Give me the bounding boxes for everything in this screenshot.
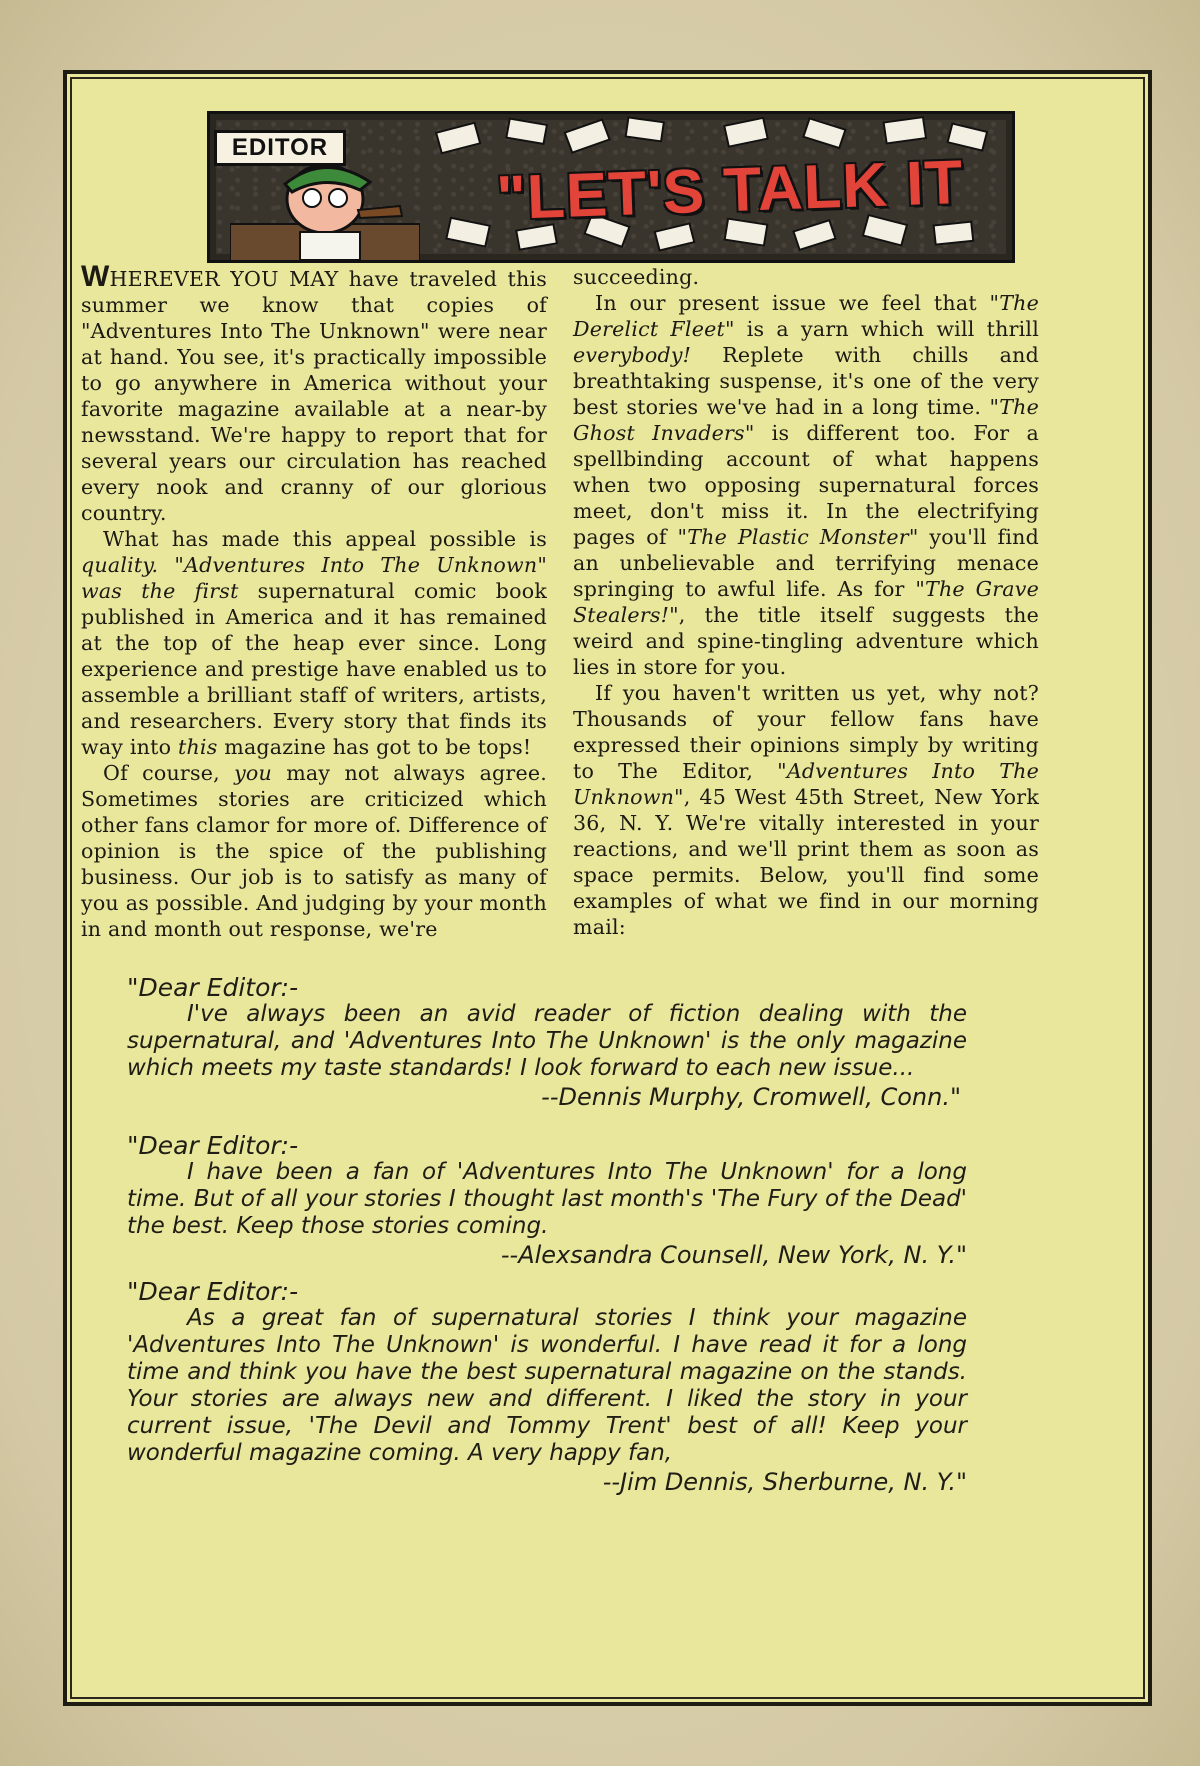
- letter-salutation: "Dear Editor:-: [127, 973, 299, 1002]
- reader-letter: [127, 1132, 967, 1269]
- letter-body: I have been a fan of 'Adventures Into The Unknown' for a long time. But of all your stories I thought last month's 'The Fury of the Dead' the best. Keep those stories coming.: [127, 1159, 967, 1239]
- letter-signature: --Jim Dennis, Sherburne, N. Y.": [602, 1468, 967, 1496]
- drop-cap: W: [81, 260, 110, 293]
- right-paragraph-2: If you haven't written us yet, why not? Thousands of your fellow fans have expressed their opinions simply by writing to The Editor, "Adventures Into The Unknown", 45 West 45th Street, New York 36, N. Y. We're vitally interested in your reactions, and we'll print them as soon as space permits. Below, you'll find some examples of what we find in our morning mail:: [573, 681, 1039, 939]
- right-paragraph-0: succeeding.: [573, 265, 700, 289]
- left-paragraph-1: WHEREVER YOU MAY have traveled this summer we know that copies of "Adventures Into The Unknown" were near at hand. You see, it's practically impossible to go anywhere in America without your favorite magazine available at a near-by newsstand. We're happy to report that for several years our circulation has reached every nook and cranny of our glorious country.: [81, 260, 547, 525]
- header-banner: [207, 111, 1015, 263]
- editor-sign: EDITOR: [214, 130, 346, 166]
- right-column: [573, 264, 1039, 940]
- reader-letter: [127, 1278, 967, 1496]
- left-paragraph-3: Of course, you may not always agree. Sometimes stories are criticized which other fans clamor for more of. Difference of opinion is the spice of the publishing business. Our job is to satisfy as many of you as possible. And judging by your month in and month out response, we're: [81, 761, 547, 941]
- banner-title: "LET'S TALK IT: [495, 147, 965, 234]
- letter-body: As a great fan of supernatural stories I think your magazine 'Adventures Into The Unknown' is wonderful. I have read it for a long time and think you have the best supernatural magazine on the stands. Your stories are always new and different. I liked the story in your current issue, 'The Devil and Tommy Trent' best of all! Keep your wonderful magazine coming. A very happy fan,: [127, 1305, 967, 1466]
- left-paragraph-2: What has made this appeal possible is quality. "Adventures Into The Unknown" was the first supernatural comic book published in America and it has remained at the top of the heap ever since. Long experience and prestige have enabled us to assemble a brilliant staff of writers, artists, and researchers. Every story that finds its way into this magazine has got to be tops!: [81, 527, 547, 759]
- right-paragraph-1: In our present issue we feel that "The Derelict Fleet" is a yarn which will thrill everybody! Replete with chills and breathtaking suspense, it's one of the very best stories we've had in a long time. "The Ghost Invaders" is different too. For a spellbinding account of what happens when two opposing supernatural forces meet, don't miss it. In the electrifying pages of "The Plastic Monster" you'll find an unbelievable and terrifying menace springing to awful life. As for "The Grave Stealers!", the title itself suggests the weird and spine-tingling adventure which lies in store for you.: [573, 291, 1040, 679]
- editorial-panel: [63, 70, 1152, 1706]
- letter-body: I've always been an avid reader of fiction dealing with the supernatural, and 'Adventures Into The Unknown' is the only magazine which meets my taste standards! I look forward to each new issue...: [127, 1001, 967, 1081]
- letter-salutation: "Dear Editor:-: [127, 1277, 299, 1306]
- letter-signature: --Dennis Murphy, Cromwell, Conn.": [541, 1083, 961, 1111]
- editor-character-icon: [230, 154, 420, 263]
- reader-letter: [127, 974, 967, 1111]
- left-column: [81, 260, 547, 942]
- letter-salutation: "Dear Editor:-: [127, 1131, 299, 1160]
- letter-signature: --Alexsandra Counsell, New York, N. Y.": [500, 1241, 967, 1269]
